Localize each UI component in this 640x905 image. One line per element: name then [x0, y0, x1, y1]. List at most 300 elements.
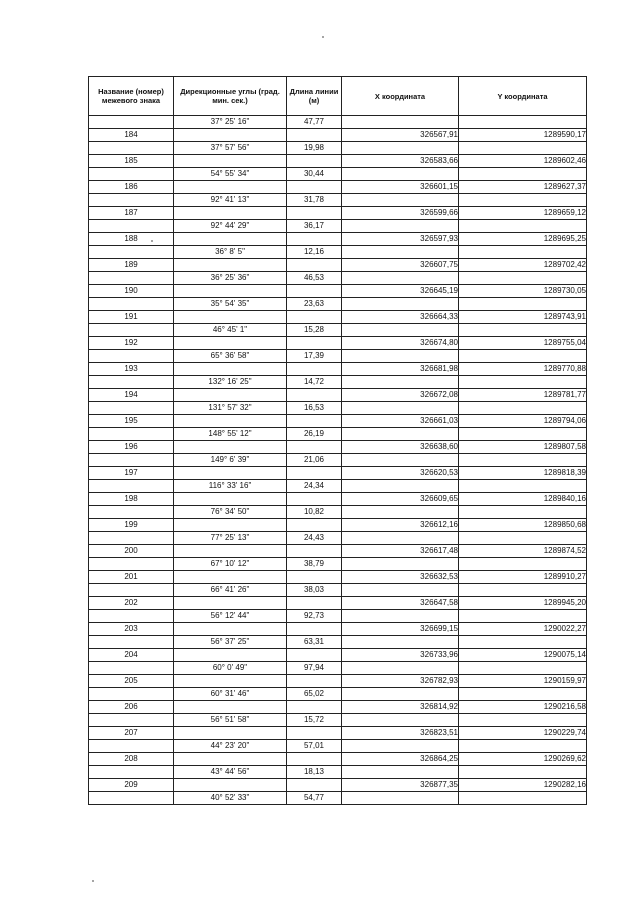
marker-name-cell [89, 662, 174, 675]
y-coordinate-cell [459, 454, 587, 467]
direction-angle-cell [174, 285, 287, 298]
y-coordinate-cell: 1289770,88 [459, 363, 587, 376]
line-length-cell: 63,31 [287, 636, 342, 649]
y-coordinate-cell: 1290282,16 [459, 779, 587, 792]
direction-angle-cell: 77° 25' 13" [174, 532, 287, 545]
line-length-cell: 15,28 [287, 324, 342, 337]
direction-angle-cell: 76° 34' 50" [174, 506, 287, 519]
x-coordinate-cell: 326620,53 [342, 467, 459, 480]
y-coordinate-cell: 1289590,17 [459, 129, 587, 142]
line-length-cell: 26,19 [287, 428, 342, 441]
marker-name-cell: 202 [89, 597, 174, 610]
marker-name-cell [89, 584, 174, 597]
x-coordinate-cell: 326661,03 [342, 415, 459, 428]
marker-name-cell: 207 [89, 727, 174, 740]
table-row [89, 610, 587, 623]
line-length-cell [287, 753, 342, 766]
table-row [89, 142, 587, 155]
direction-angle-cell: 56° 12' 44" [174, 610, 287, 623]
marker-name-cell [89, 766, 174, 779]
direction-angle-cell [174, 779, 287, 792]
marker-name-cell [89, 324, 174, 337]
y-coordinate-cell [459, 740, 587, 753]
y-coordinate-cell: 1289945,20 [459, 597, 587, 610]
marker-name-cell [89, 558, 174, 571]
scan-speck [92, 880, 94, 882]
y-coordinate-cell [459, 766, 587, 779]
direction-angle-cell: 60° 31' 46" [174, 688, 287, 701]
line-length-cell: 21,06 [287, 454, 342, 467]
y-coordinate-cell [459, 298, 587, 311]
line-length-cell: 65,02 [287, 688, 342, 701]
marker-name-cell [89, 506, 174, 519]
y-coordinate-cell [459, 376, 587, 389]
direction-angle-cell [174, 493, 287, 506]
line-length-cell [287, 389, 342, 402]
line-length-cell [287, 649, 342, 662]
direction-angle-cell [174, 389, 287, 402]
direction-angle-cell [174, 311, 287, 324]
scan-speck [322, 36, 324, 38]
table-row [89, 272, 587, 285]
direction-angle-cell: 37° 25' 16" [174, 116, 287, 129]
direction-angle-cell [174, 233, 287, 246]
table-row [89, 662, 587, 675]
x-coordinate-cell [342, 454, 459, 467]
marker-name-cell: 185 [89, 155, 174, 168]
y-coordinate-cell: 1290269,62 [459, 753, 587, 766]
table-row [89, 766, 587, 779]
x-coordinate-cell [342, 168, 459, 181]
line-length-cell: 38,03 [287, 584, 342, 597]
direction-angle-cell: 65° 36' 58" [174, 350, 287, 363]
direction-angle-cell: 56° 37' 25" [174, 636, 287, 649]
header-row [89, 77, 587, 116]
line-length-cell: 97,94 [287, 662, 342, 675]
x-coordinate-cell: 326877,35 [342, 779, 459, 792]
y-coordinate-cell: 1289850,68 [459, 519, 587, 532]
table-row [89, 753, 587, 766]
y-coordinate-cell [459, 480, 587, 493]
x-coordinate-cell: 326733,96 [342, 649, 459, 662]
marker-name-cell: 191 [89, 311, 174, 324]
x-coordinate-cell: 326567,91 [342, 129, 459, 142]
line-length-cell: 92,73 [287, 610, 342, 623]
line-length-cell: 47,77 [287, 116, 342, 129]
x-coordinate-cell [342, 662, 459, 675]
table-row [89, 324, 587, 337]
table-row [89, 636, 587, 649]
x-coordinate-cell [342, 610, 459, 623]
direction-angle-cell [174, 519, 287, 532]
x-coordinate-cell [342, 324, 459, 337]
table-row [89, 233, 587, 246]
y-coordinate-cell: 1289781,77 [459, 389, 587, 402]
table-row [89, 311, 587, 324]
line-length-cell [287, 467, 342, 480]
table-row [89, 545, 587, 558]
direction-angle-cell [174, 701, 287, 714]
marker-name-cell: 187 [89, 207, 174, 220]
y-coordinate-cell: 1289743,91 [459, 311, 587, 324]
line-length-cell: 30,44 [287, 168, 342, 181]
table-row [89, 285, 587, 298]
y-coordinate-cell [459, 558, 587, 571]
direction-angle-cell [174, 545, 287, 558]
line-length-cell [287, 441, 342, 454]
table-header [89, 77, 587, 116]
table-row [89, 246, 587, 259]
x-coordinate-cell [342, 272, 459, 285]
table-row [89, 389, 587, 402]
x-coordinate-cell [342, 116, 459, 129]
table-row [89, 571, 587, 584]
marker-name-cell [89, 688, 174, 701]
direction-angle-cell [174, 727, 287, 740]
x-coordinate-cell [342, 714, 459, 727]
table-row [89, 376, 587, 389]
direction-angle-cell: 35° 54' 35" [174, 298, 287, 311]
marker-name-cell: 186 [89, 181, 174, 194]
table-row [89, 155, 587, 168]
marker-name-cell: 209 [89, 779, 174, 792]
line-length-cell [287, 233, 342, 246]
y-coordinate-cell [459, 168, 587, 181]
header-marker-name: Название (номер) межевого знака [89, 77, 174, 116]
table-row [89, 168, 587, 181]
y-coordinate-cell [459, 142, 587, 155]
y-coordinate-cell: 1290216,58 [459, 701, 587, 714]
line-length-cell: 46,53 [287, 272, 342, 285]
y-coordinate-cell: 1290159,97 [459, 675, 587, 688]
header-x-coordinate: X координата [342, 77, 459, 116]
y-coordinate-cell: 1289755,04 [459, 337, 587, 350]
x-coordinate-cell: 326632,53 [342, 571, 459, 584]
x-coordinate-cell [342, 584, 459, 597]
line-length-cell [287, 259, 342, 272]
y-coordinate-cell [459, 220, 587, 233]
marker-name-cell: 205 [89, 675, 174, 688]
marker-name-cell: 196 [89, 441, 174, 454]
line-length-cell [287, 545, 342, 558]
header-direction-angle: Дирекционные углы (град. мин. сек.) [174, 77, 287, 116]
direction-angle-cell: 56° 51' 58" [174, 714, 287, 727]
table-row [89, 220, 587, 233]
marker-name-cell [89, 376, 174, 389]
direction-angle-cell [174, 467, 287, 480]
x-coordinate-cell: 326674,80 [342, 337, 459, 350]
marker-name-cell: 195 [89, 415, 174, 428]
x-coordinate-cell: 326597,93 [342, 233, 459, 246]
marker-name-cell: 201 [89, 571, 174, 584]
direction-angle-cell [174, 337, 287, 350]
direction-angle-cell [174, 753, 287, 766]
table-row [89, 727, 587, 740]
table-row [89, 532, 587, 545]
y-coordinate-cell [459, 532, 587, 545]
marker-name-cell [89, 142, 174, 155]
table-row [89, 649, 587, 662]
y-coordinate-cell: 1289840,16 [459, 493, 587, 506]
direction-angle-cell: 40° 52' 33" [174, 792, 287, 805]
x-coordinate-cell: 326864,25 [342, 753, 459, 766]
x-coordinate-cell: 326823,51 [342, 727, 459, 740]
y-coordinate-cell [459, 584, 587, 597]
marker-name-cell [89, 428, 174, 441]
x-coordinate-cell [342, 740, 459, 753]
direction-angle-cell: 36° 8' 5" [174, 246, 287, 259]
line-length-cell: 10,82 [287, 506, 342, 519]
table-row [89, 714, 587, 727]
direction-angle-cell: 54° 55' 34" [174, 168, 287, 181]
x-coordinate-cell: 326681,98 [342, 363, 459, 376]
x-coordinate-cell: 326601,15 [342, 181, 459, 194]
y-coordinate-cell [459, 350, 587, 363]
line-length-cell: 54,77 [287, 792, 342, 805]
x-coordinate-cell [342, 428, 459, 441]
x-coordinate-cell: 326699,15 [342, 623, 459, 636]
direction-angle-cell: 149° 6' 39" [174, 454, 287, 467]
marker-name-cell [89, 246, 174, 259]
line-length-cell [287, 311, 342, 324]
table-row [89, 480, 587, 493]
direction-angle-cell: 44° 23' 20" [174, 740, 287, 753]
x-coordinate-cell [342, 766, 459, 779]
boundary-coordinates-table [88, 76, 587, 805]
y-coordinate-cell: 1290022,27 [459, 623, 587, 636]
line-length-cell: 19,98 [287, 142, 342, 155]
line-length-cell [287, 155, 342, 168]
y-coordinate-cell [459, 402, 587, 415]
marker-name-cell [89, 402, 174, 415]
direction-angle-cell: 43° 44' 56" [174, 766, 287, 779]
marker-name-cell: 203 [89, 623, 174, 636]
table-row [89, 402, 587, 415]
marker-name-cell [89, 220, 174, 233]
marker-name-cell: 190 [89, 285, 174, 298]
table-row [89, 506, 587, 519]
direction-angle-cell [174, 415, 287, 428]
line-length-cell: 17,39 [287, 350, 342, 363]
x-coordinate-cell: 326647,58 [342, 597, 459, 610]
x-coordinate-cell [342, 298, 459, 311]
marker-name-cell [89, 480, 174, 493]
direction-angle-cell: 92° 44' 29" [174, 220, 287, 233]
marker-name-cell: 206 [89, 701, 174, 714]
direction-angle-cell [174, 363, 287, 376]
y-coordinate-cell: 1290229,74 [459, 727, 587, 740]
line-length-cell [287, 571, 342, 584]
table-body [89, 116, 587, 805]
table-row [89, 129, 587, 142]
line-length-cell [287, 727, 342, 740]
line-length-cell: 12,16 [287, 246, 342, 259]
direction-angle-cell: 36° 25' 36" [174, 272, 287, 285]
x-coordinate-cell: 326609,65 [342, 493, 459, 506]
table-row [89, 792, 587, 805]
table-row [89, 779, 587, 792]
x-coordinate-cell: 326672,08 [342, 389, 459, 402]
line-length-cell: 38,79 [287, 558, 342, 571]
table-row [89, 558, 587, 571]
x-coordinate-cell: 326607,75 [342, 259, 459, 272]
table-row [89, 688, 587, 701]
y-coordinate-cell [459, 662, 587, 675]
x-coordinate-cell [342, 220, 459, 233]
direction-angle-cell: 37° 57' 56" [174, 142, 287, 155]
line-length-cell: 57,01 [287, 740, 342, 753]
x-coordinate-cell [342, 142, 459, 155]
table-row [89, 207, 587, 220]
direction-angle-cell [174, 129, 287, 142]
line-length-cell [287, 181, 342, 194]
line-length-cell [287, 337, 342, 350]
x-coordinate-cell [342, 506, 459, 519]
marker-name-cell [89, 194, 174, 207]
direction-angle-cell: 131° 57' 32" [174, 402, 287, 415]
x-coordinate-cell: 326617,48 [342, 545, 459, 558]
x-coordinate-cell [342, 792, 459, 805]
header-line-length: Длина линии (м) [287, 77, 342, 116]
line-length-cell: 36,17 [287, 220, 342, 233]
table-row [89, 467, 587, 480]
table-row [89, 701, 587, 714]
x-coordinate-cell: 326583,66 [342, 155, 459, 168]
x-coordinate-cell [342, 376, 459, 389]
marker-name-cell: 200 [89, 545, 174, 558]
line-length-cell [287, 675, 342, 688]
marker-name-cell [89, 792, 174, 805]
y-coordinate-cell: 1289627,37 [459, 181, 587, 194]
direction-angle-cell [174, 155, 287, 168]
y-coordinate-cell: 1289695,25 [459, 233, 587, 246]
table-row [89, 454, 587, 467]
marker-name-cell: 199 [89, 519, 174, 532]
y-coordinate-cell: 1290075,14 [459, 649, 587, 662]
y-coordinate-cell [459, 246, 587, 259]
scan-speck [151, 240, 153, 242]
x-coordinate-cell: 326638,60 [342, 441, 459, 454]
table-row [89, 428, 587, 441]
direction-angle-cell [174, 207, 287, 220]
marker-name-cell: 189 [89, 259, 174, 272]
marker-name-cell: 188 [89, 233, 174, 246]
x-coordinate-cell: 326612,16 [342, 519, 459, 532]
direction-angle-cell: 66° 41' 26" [174, 584, 287, 597]
marker-name-cell: 208 [89, 753, 174, 766]
direction-angle-cell: 67° 10' 12" [174, 558, 287, 571]
y-coordinate-cell [459, 324, 587, 337]
y-coordinate-cell [459, 688, 587, 701]
table-row [89, 259, 587, 272]
marker-name-cell: 204 [89, 649, 174, 662]
x-coordinate-cell: 326664,33 [342, 311, 459, 324]
y-coordinate-cell [459, 714, 587, 727]
table-row [89, 363, 587, 376]
direction-angle-cell [174, 259, 287, 272]
line-length-cell [287, 597, 342, 610]
marker-name-cell: 197 [89, 467, 174, 480]
table-row [89, 298, 587, 311]
y-coordinate-cell [459, 610, 587, 623]
line-length-cell [287, 701, 342, 714]
marker-name-cell [89, 740, 174, 753]
x-coordinate-cell [342, 688, 459, 701]
direction-angle-cell: 148° 55' 12" [174, 428, 287, 441]
y-coordinate-cell [459, 116, 587, 129]
marker-name-cell [89, 532, 174, 545]
y-coordinate-cell: 1289702,42 [459, 259, 587, 272]
table-row [89, 519, 587, 532]
marker-name-cell: 194 [89, 389, 174, 402]
x-coordinate-cell [342, 350, 459, 363]
y-coordinate-cell: 1289794,06 [459, 415, 587, 428]
line-length-cell [287, 285, 342, 298]
marker-name-cell [89, 272, 174, 285]
direction-angle-cell [174, 623, 287, 636]
y-coordinate-cell [459, 506, 587, 519]
table-row [89, 441, 587, 454]
table-row [89, 337, 587, 350]
y-coordinate-cell: 1289874,52 [459, 545, 587, 558]
direction-angle-cell [174, 597, 287, 610]
line-length-cell [287, 519, 342, 532]
direction-angle-cell: 60° 0' 49" [174, 662, 287, 675]
line-length-cell [287, 779, 342, 792]
x-coordinate-cell: 326814,92 [342, 701, 459, 714]
marker-name-cell [89, 168, 174, 181]
x-coordinate-cell [342, 532, 459, 545]
line-length-cell [287, 415, 342, 428]
x-coordinate-cell [342, 246, 459, 259]
y-coordinate-cell: 1289807,58 [459, 441, 587, 454]
table-row [89, 181, 587, 194]
line-length-cell: 24,43 [287, 532, 342, 545]
x-coordinate-cell [342, 480, 459, 493]
direction-angle-cell [174, 675, 287, 688]
marker-name-cell [89, 350, 174, 363]
y-coordinate-cell [459, 428, 587, 441]
table-row [89, 493, 587, 506]
y-coordinate-cell: 1289730,05 [459, 285, 587, 298]
x-coordinate-cell [342, 402, 459, 415]
line-length-cell: 16,53 [287, 402, 342, 415]
direction-angle-cell: 46° 45' 1" [174, 324, 287, 337]
x-coordinate-cell: 326599,66 [342, 207, 459, 220]
line-length-cell [287, 363, 342, 376]
x-coordinate-cell: 326782,93 [342, 675, 459, 688]
line-length-cell: 18,13 [287, 766, 342, 779]
line-length-cell: 24,34 [287, 480, 342, 493]
line-length-cell: 15,72 [287, 714, 342, 727]
direction-angle-cell: 132° 16' 25" [174, 376, 287, 389]
direction-angle-cell: 116° 33' 16" [174, 480, 287, 493]
line-length-cell [287, 129, 342, 142]
x-coordinate-cell [342, 558, 459, 571]
y-coordinate-cell [459, 194, 587, 207]
x-coordinate-cell [342, 194, 459, 207]
marker-name-cell [89, 714, 174, 727]
direction-angle-cell [174, 181, 287, 194]
line-length-cell: 31,78 [287, 194, 342, 207]
line-length-cell: 23,63 [287, 298, 342, 311]
header-y-coordinate: Y координата [459, 77, 587, 116]
direction-angle-cell: 92° 41' 13" [174, 194, 287, 207]
marker-name-cell [89, 454, 174, 467]
table-row [89, 350, 587, 363]
y-coordinate-cell [459, 792, 587, 805]
marker-name-cell: 184 [89, 129, 174, 142]
